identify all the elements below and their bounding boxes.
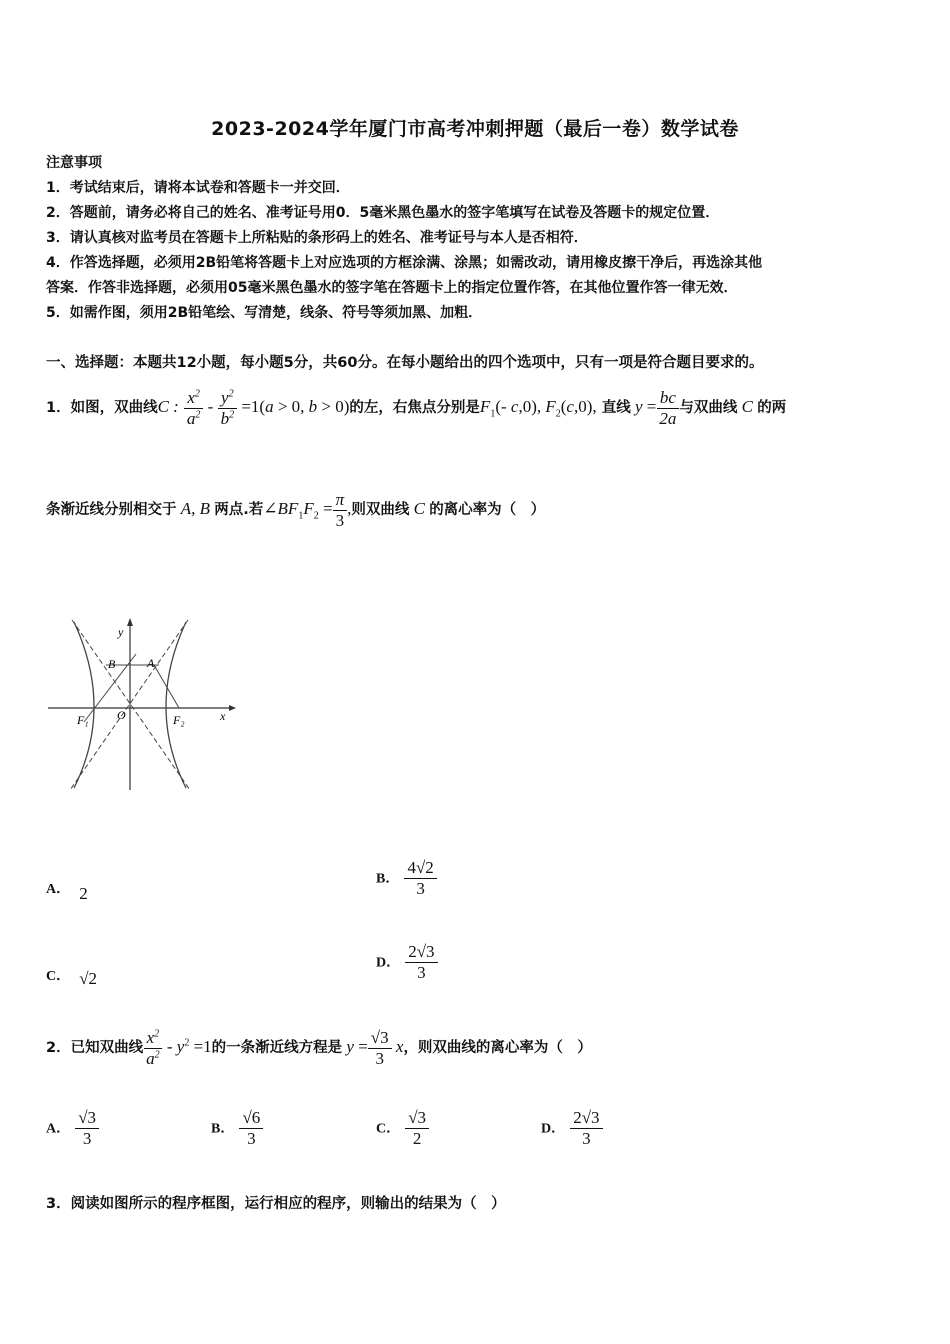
asymptote-2 (70, 620, 188, 790)
q2-option-a-frac: $\frac{√3}{3}$ (75, 1108, 99, 1148)
q1-frac-pi3: $\frac{\pi}{3}$ (333, 490, 348, 530)
q1-option-d-frac: $\frac{2√3}{3}$ (405, 942, 437, 982)
q2-frac-x2a2: $\frac{x^2}{a^2}$ (143, 1028, 163, 1068)
q1-frac-bc2a: $\frac{bc}{2a}$ (656, 388, 679, 428)
q2-line: 2．已知双曲线 $\frac{x^2}{a^2}$ - $y^2 =1$的一条渐近线方程是 y = $\frac{√3}{3}$ x，则双曲线的离心率为（ ） (46, 1028, 592, 1068)
label-F1: F₁ (77, 713, 89, 727)
q1-option-c[interactable] (46, 965, 98, 988)
notes-heading: 注意事项 (46, 155, 102, 171)
q2-option-b-letter: B． (211, 1121, 235, 1137)
y-axis-arrow (127, 618, 133, 626)
q1-line2: 条渐近线分别相交于 A, B 两点.若$\angle BF_1F_2$ = $\frac{\pi}{3}$ ,则双曲线 C 的离心率为（ ） (46, 490, 546, 530)
note-item-3: 3．请认真核对监考员在答题卡上所粘贴的条形码上的姓名、准考证号与本人是否相符． (46, 230, 588, 246)
q1-text-7: 两点.若 (214, 502, 264, 519)
q2-option-c-letter: C． (376, 1121, 401, 1137)
q3-line: 3．阅读如图所示的程序框图，运行相应的程序，则输出的结果为（ ） (46, 1196, 506, 1212)
hyperbola-figure (44, 612, 244, 792)
label-A: A (147, 656, 155, 670)
note-item-4-cont: 答案．作答非选择题，必须用05毫米黑色墨水的签字笔在答题卡上的指定位置作答，在其他位置作答一律无效． (46, 280, 738, 296)
q2-text-1: 2．已知双曲线 (46, 1040, 144, 1057)
q1-text-9: 的离心率为（ ） (429, 502, 546, 519)
q1-option-a-value: 2 (79, 884, 88, 903)
label-x: x (220, 709, 226, 723)
q2-option-c[interactable] (376, 1108, 429, 1148)
q1-text-8: 则双曲线 (351, 502, 410, 519)
q1-option-a-letter: A． (46, 882, 71, 897)
label-F2: F₂ (173, 713, 185, 727)
q1-text-4: 与双曲线 (679, 400, 738, 417)
section-heading: 一、选择题：本题共12小题，每小题5分，共60分。在每小题给出的四个选项中，只有一项是符合题目要求的。 (46, 355, 764, 371)
page-title: 2023-2024学年厦门市高考冲刺押题（最后一卷）数学试卷 (211, 118, 739, 140)
q1-frac-x2a2: $\frac{x^2}{a^2}$ (184, 388, 204, 428)
q1-option-c-value: √2 (79, 969, 98, 988)
q1-text-5: 的两 (757, 400, 787, 417)
q2-option-b-frac: $\frac{√6}{3}$ (239, 1108, 263, 1148)
note-item-5: 5．如需作图，须用2B铅笔绘、写清楚，线条、符号等须加黑、加粗． (46, 305, 483, 321)
q2-option-d-frac: $\frac{2√3}{3}$ (570, 1108, 602, 1148)
note-item-1: 1．考试结束后，请将本试卷和答题卡一并交回． (46, 180, 350, 196)
q1-option-b-letter: B． (376, 871, 400, 887)
q1-option-b-frac: $\frac{4√2}{3}$ (404, 858, 436, 898)
q1-line1: 1．如图，双曲线C : $\frac{x^2}{a^2}$ - $\frac{y^2}{b^2}$ =1(a > 0, b > 0)的左，右焦点分别是$F_1(-$ c,0), $F_2(c,0)$, 直线 y = $\frac{bc}{2a}$ 与双曲线 C 的两 (46, 388, 787, 428)
q1-text-1: 1．如图，双曲线 (46, 400, 158, 417)
q2-text-2: 的一条渐近线方程是 (211, 1040, 343, 1057)
q2-option-d[interactable] (541, 1108, 603, 1148)
q2-option-b[interactable] (211, 1108, 263, 1148)
label-O: O (117, 708, 126, 722)
q2-option-a-letter: A． (46, 1121, 71, 1137)
note-item-4: 4．作答选择题，必须用2B铅笔将答题卡上对应选项的方框涂满、涂黑；如需改动，请用橡皮擦干净后，再选涂其他 (46, 255, 763, 271)
x-axis-arrow (229, 705, 236, 711)
q1-option-d-letter: D． (376, 955, 401, 971)
label-y: y (118, 625, 124, 639)
q2-frac-sqrt3-3: $\frac{√3}{3}$ (368, 1028, 392, 1068)
q1-option-c-letter: C． (46, 969, 71, 984)
q2-text-3: ，则双曲线的离心率为（ ） (403, 1040, 592, 1057)
q1-text-2: 的左，右焦点分别是 (349, 400, 480, 417)
q1-text-3: 直线 (601, 400, 631, 417)
q1-text-6: 条渐近线分别相交于 (46, 502, 177, 519)
q2-option-d-letter: D． (541, 1121, 566, 1137)
q1-option-d[interactable] (376, 942, 438, 982)
note-item-2: 2．答题前，请务必将自己的姓名、准考证号用0．5毫米黑色墨水的签字笔填写在试卷及答题卡的规定位置． (46, 205, 720, 221)
q1-curve-name: C : (157, 397, 179, 417)
q2-option-a[interactable] (46, 1108, 99, 1148)
q2-option-c-frac: $\frac{√3}{2}$ (405, 1108, 429, 1148)
asymptote-1 (72, 620, 190, 790)
label-B: B (108, 657, 116, 671)
q1-option-b[interactable] (376, 858, 437, 898)
q1-frac-y2b2: $\frac{y^2}{b^2}$ (218, 388, 238, 428)
q1-option-a[interactable] (46, 878, 88, 903)
